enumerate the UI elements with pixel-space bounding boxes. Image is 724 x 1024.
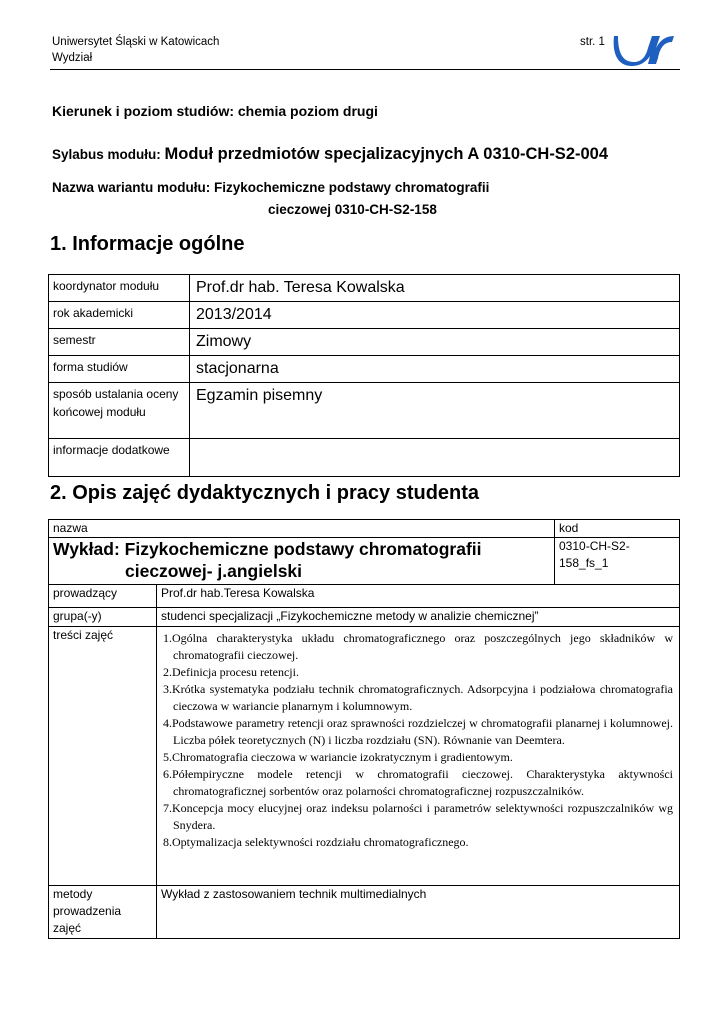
table-row <box>49 886 680 939</box>
metody-value: Wykład z zastosowaniem technik multimedialnych <box>157 886 680 939</box>
row-value: Egzamin pisemny <box>190 383 680 439</box>
kierunek-line: Kierunek i poziom studiów: chemia poziom drugi <box>52 103 378 119</box>
sylabus-value: Moduł przedmiotów specjalizacyjnych A 0310-CH-S2-004 <box>164 145 609 163</box>
table-row <box>49 538 680 585</box>
row-label: rok akademicki <box>49 302 190 329</box>
list-item: 8.Optymalizacja selektywności rozdziału chromatograficznego. <box>163 835 469 849</box>
row-label: forma studiów <box>49 356 190 383</box>
table-row <box>49 627 680 886</box>
table-row <box>49 608 680 627</box>
wariant-line-2: cieczowej 0310-CH-S2-158 <box>268 202 437 217</box>
sylabus-line <box>52 145 608 164</box>
nazwa-line-1: Wykład: Fizykochemiczne podstawy chromatografii <box>53 539 482 559</box>
sylabus-label: Sylabus modułu: <box>52 147 161 162</box>
kod-value: 0310-CH-S2-158_fs_1 <box>555 538 680 585</box>
nazwa-cell <box>49 538 555 585</box>
table-row <box>49 356 680 383</box>
grupa-value: studenci specjalizacji „Fizykochemiczne metody w analizie chemicznej” <box>157 608 680 627</box>
table-row <box>49 585 680 608</box>
row-value <box>190 439 680 477</box>
kod-header: kod <box>555 520 680 538</box>
wariant-line-1: Nazwa wariantu modułu: Fizykochemiczne podstawy chromatografii <box>52 180 490 195</box>
row-label: informacje dodatkowe <box>49 439 190 477</box>
table-row <box>49 439 680 477</box>
tresci-label: treści zajęć <box>49 627 157 886</box>
list-item: 5.Chromatografia cieczowa w wariancie izokratycznym i gradientowym. <box>163 750 513 764</box>
section-2-title: 2. Opis zajęć dydaktycznych i pracy studenta <box>50 482 480 504</box>
university-logo-icon <box>612 30 676 70</box>
general-info-table <box>48 274 680 477</box>
row-label: sposób ustalania oceny końcowej modułu <box>49 383 190 439</box>
grupa-label: grupa(-y) <box>49 608 157 627</box>
row-value: Prof.dr hab. Teresa Kowalska <box>190 275 680 302</box>
row-label: semestr <box>49 329 190 356</box>
tresci-list <box>157 627 680 886</box>
table-row <box>49 383 680 439</box>
nazwa-header: nazwa <box>49 520 555 538</box>
metody-label: metody prowadzenia zajęć <box>49 886 157 939</box>
list-item: 4.Podstawowe parametry retencji oraz sprawności rozdzielczej w chromatografii planarnej i kolumnowej. Liczba półek teoretycznych (N) i liczba rozdziału (SN). Równanie van Deemtera. <box>163 716 673 747</box>
list-item: 6.Półempiryczne modele retencji w chromatografii cieczowej. Charakterystyka aktywności chromatograficznej sorbentów oraz polarności chromatograficznej rozpuszczalników. <box>163 767 673 798</box>
table-row <box>49 520 680 538</box>
row-value: stacjonarna <box>190 356 680 383</box>
list-item: 1.Ogólna charakterystyka układu chromatograficznego oraz poszczególnych jego składników w chromatografii cieczowej. <box>163 631 673 662</box>
page-number: str. 1 <box>580 36 605 48</box>
row-value: 2013/2014 <box>190 302 680 329</box>
nazwa-line-2: cieczowej- j.angielski <box>125 561 303 581</box>
header-department: Wydział <box>52 52 93 64</box>
course-description-table <box>48 519 680 939</box>
row-label: koordynator modułu <box>49 275 190 302</box>
list-item: 3.Krótka systematyka podziału technik chromatograficznych. Adsorpcyjna i podziałowa chromatografia cieczowa w wariancie planarnym i kolumnowym. <box>163 682 673 713</box>
list-item: 2.Definicja procesu retencji. <box>163 665 299 679</box>
table-row <box>49 302 680 329</box>
row-value: Zimowy <box>190 329 680 356</box>
prowadzacy-value: Prof.dr hab.Teresa Kowalska <box>157 585 680 608</box>
header-university: Uniwersytet Śląski w Katowicach <box>52 36 220 48</box>
table-row <box>49 275 680 302</box>
table-row <box>49 329 680 356</box>
prowadzacy-label: prowadzący <box>49 585 157 608</box>
section-1-title: 1. Informacje ogólne <box>50 233 245 255</box>
header-divider <box>50 69 680 70</box>
list-item: 7.Koncepcja mocy elucyjnej oraz indeksu polarności i parametrów selektywności rozpuszczalników wg Snydera. <box>163 801 673 832</box>
